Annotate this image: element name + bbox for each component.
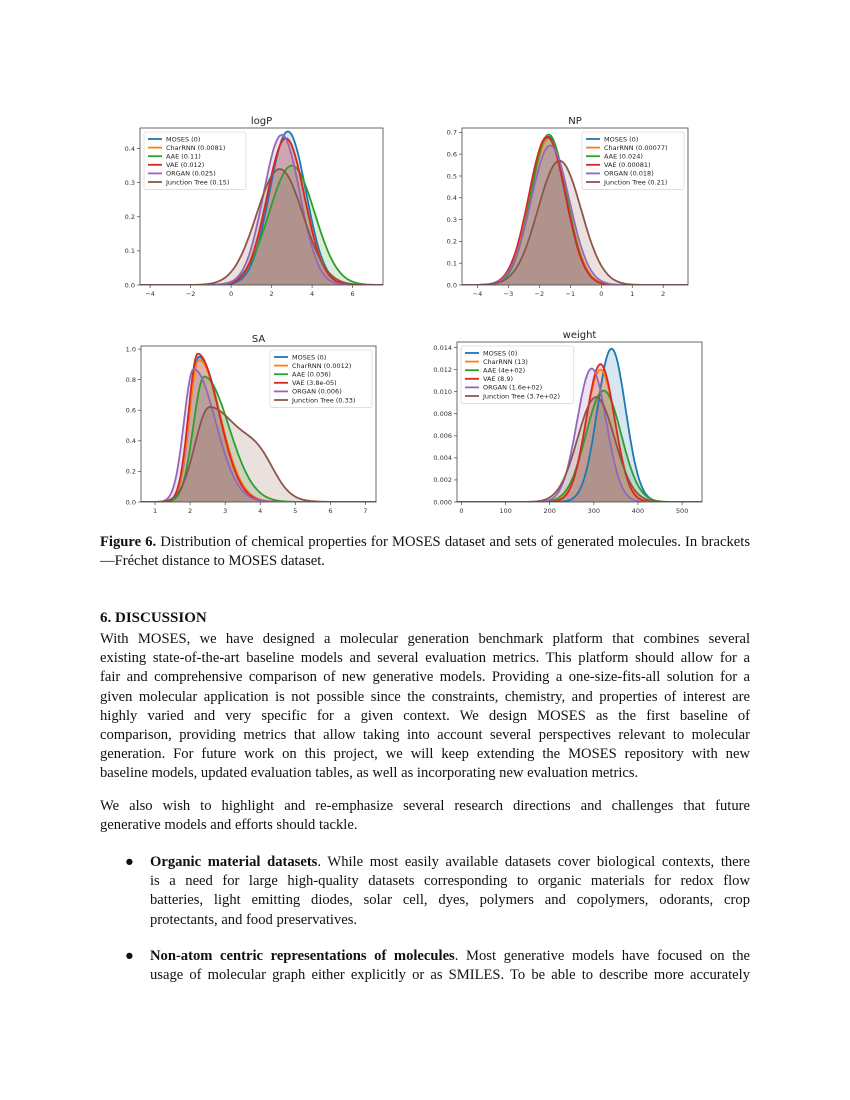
paragraph-line: baseline models, updated evaluation tables, as well as incorporating new evaluation metrics. [100,765,639,782]
figure-caption-text: Distribution of chemical properties for MOSES dataset and sets of generated molecules. In brackets—Fréchet distance to MOSES dataset. [100,534,750,569]
legend-entry: CharRNN (0.0081) [166,143,226,152]
x-tick-label: 400 [631,507,645,515]
legend-entry: ORGAN (0.025) [166,169,216,178]
legend-entry: CharRNN (13) [483,357,528,366]
y-tick-label: 0.2 [446,237,457,246]
paragraph-line: comparison, providing metrics that allow taking into account several perspectives relevant to molecular [100,727,750,744]
x-tick-label: 6 [328,507,333,515]
x-tick-label: 6 [350,290,355,298]
y-tick-label: 0.1 [446,259,457,268]
legend-entry: VAE (0.00081) [604,161,651,170]
chart-title: weight [562,330,597,341]
paragraph-line: fair and comprehensive comparison of new generative models. Providing a one-size-fits-all solution for a [100,669,750,686]
y-tick-label: 0.2 [125,467,136,476]
y-tick-label: 0.4 [446,194,457,203]
x-tick-label: −2 [185,290,196,298]
legend-entry: VAE (0.012) [166,161,205,170]
chart-legend [461,346,574,404]
chart-np [420,105,710,305]
bullet-title: Non-atom centric representations of molecules [150,948,455,964]
y-tick-label: 0.002 [433,476,452,485]
y-tick-label: 0.6 [125,406,136,415]
x-tick-label: 7 [363,507,368,515]
y-tick-label: 0.6 [446,150,457,159]
x-tick-label: 500 [675,507,689,515]
y-tick-label: 0.1 [124,247,135,256]
chart-title: NP [568,116,582,127]
y-tick-label: 0.000 [433,498,452,507]
chart-legend [144,132,246,190]
bullet-line: batteries, light emitting diodes, solar cell, dyes, polymers and copolymers, odorants, crop [150,892,750,909]
y-tick-label: 1.0 [125,345,136,354]
figure-caption-label: Figure 6. [100,534,157,550]
x-tick-label: −4 [145,290,155,298]
legend-entry: AAE (0.024) [604,152,643,161]
bullet-line: . Most generative models have focused on the [454,948,751,964]
legend-entry: AAE (0.11) [166,152,201,161]
legend-entry: Junction Tree (0.21) [604,178,668,187]
bullet-line: . While most easily available datasets cover biological contexts, there [317,854,751,870]
x-tick-label: 3 [223,507,228,515]
x-tick-label: 2 [188,507,193,515]
legend-entry: MOSES (0) [604,135,639,144]
legend-entry: MOSES (0) [483,349,518,358]
x-tick-label: 5 [293,507,298,515]
bullet-marker: ● [125,948,134,964]
legend-entry: ORGAN (0.006) [292,387,342,396]
paragraph-line: existing state-of-the-art baseline models and several evaluation metrics. This platform should allow for a [100,650,750,667]
paragraph-line: With MOSES, we have designed a molecular generation benchmark platform that combines several [100,631,750,647]
y-tick-label: 0.0 [124,281,135,290]
x-tick-label: 1 [152,507,158,515]
y-tick-label: 0.006 [433,432,452,441]
paragraph-line: generative models and efforts should tackle. [100,817,358,834]
y-tick-label: 0.0 [446,281,457,290]
x-tick-label: −4 [472,290,483,298]
paragraph-line: We also wish to highlight and re-emphasize several research directions and challenges that future [100,798,750,814]
y-tick-label: 0.5 [446,172,457,181]
y-tick-label: 0.014 [433,343,452,352]
legend-entry: Junction Tree (0.15) [166,178,230,187]
x-tick-label: 0 [599,290,604,298]
paragraph-line: highly varied and very specific for a given context. We design MOSES as the first baseline of [100,707,750,724]
legend-entry: Junction Tree (0.33) [292,396,356,405]
x-tick-label: 4 [258,507,263,515]
y-tick-label: 0.4 [125,437,136,446]
chart-title: logP [250,116,273,127]
legend-entry: CharRNN (0.0012) [292,361,352,370]
bullet-marker: ● [125,854,134,870]
x-tick-label: −3 [503,290,514,298]
paragraph-line: given molecular application is not possible since the constraints, chemistry, and properties of interest are [100,688,750,705]
x-tick-label: 2 [269,290,274,298]
legend-entry: CharRNN (0.00077) [604,143,668,152]
y-tick-label: 0.004 [433,454,452,463]
y-tick-label: 0.8 [125,375,136,384]
y-tick-label: 0.008 [433,410,452,419]
x-tick-label: 1 [630,290,635,298]
legend-entry: MOSES (0) [166,135,201,144]
y-tick-label: 0.4 [124,144,135,153]
y-tick-label: 0.010 [433,387,452,396]
bullet-line: usage of molecular graph either explicitly or as SMILES. To be able to describe more accurately [150,967,750,984]
chart-legend [582,132,684,190]
legend-entry: ORGAN (1.6e+02) [483,383,543,392]
legend-entry: AAE (0.036) [292,370,331,379]
paragraph-line: generation. For future work on this project, we will keep extending the MOSES repository with new [100,746,750,763]
legend-entry: Junction Tree (3.7e+02) [483,392,560,401]
chart-title: SA [251,334,266,345]
bullet-line: is a need for large high-quality datasets corresponding to organic materials for redox flow [150,873,750,890]
y-tick-label: 0.3 [124,178,135,187]
y-tick-label: 0.2 [124,213,135,222]
legend-entry: MOSES (0) [292,353,327,362]
x-tick-label: 200 [543,507,556,515]
chart-logp [100,105,390,305]
paragraph-1 [100,630,750,784]
bullet-title: Organic material datasets [150,854,318,870]
bullet-line: protectants, and food preservatives. [150,911,358,928]
y-tick-label: 0.3 [446,215,457,224]
legend-entry: VAE (3.8e-05) [292,379,337,388]
x-tick-label: 4 [310,290,315,298]
legend-entry: ORGAN (0.018) [604,169,654,178]
chart-weight [420,325,710,525]
x-tick-label: 0 [229,290,234,298]
figure-caption [100,533,750,571]
paragraph-2 [100,797,750,835]
chart-sa [100,325,390,525]
y-tick-label: 0.0 [125,498,136,507]
legend-entry: VAE (8.9) [483,375,514,384]
x-tick-label: 2 [661,290,666,298]
x-tick-label: 100 [499,507,512,515]
x-tick-label: −1 [565,290,576,298]
y-tick-label: 0.7 [446,128,457,137]
x-tick-label: −2 [534,290,545,298]
x-tick-label: 0 [459,507,464,515]
chart-legend [270,350,372,408]
legend-entry: AAE (4e+02) [483,366,526,375]
y-tick-label: 0.012 [433,365,452,374]
x-tick-label: 300 [587,507,601,515]
section-heading: 6. DISCUSSION [100,610,207,626]
